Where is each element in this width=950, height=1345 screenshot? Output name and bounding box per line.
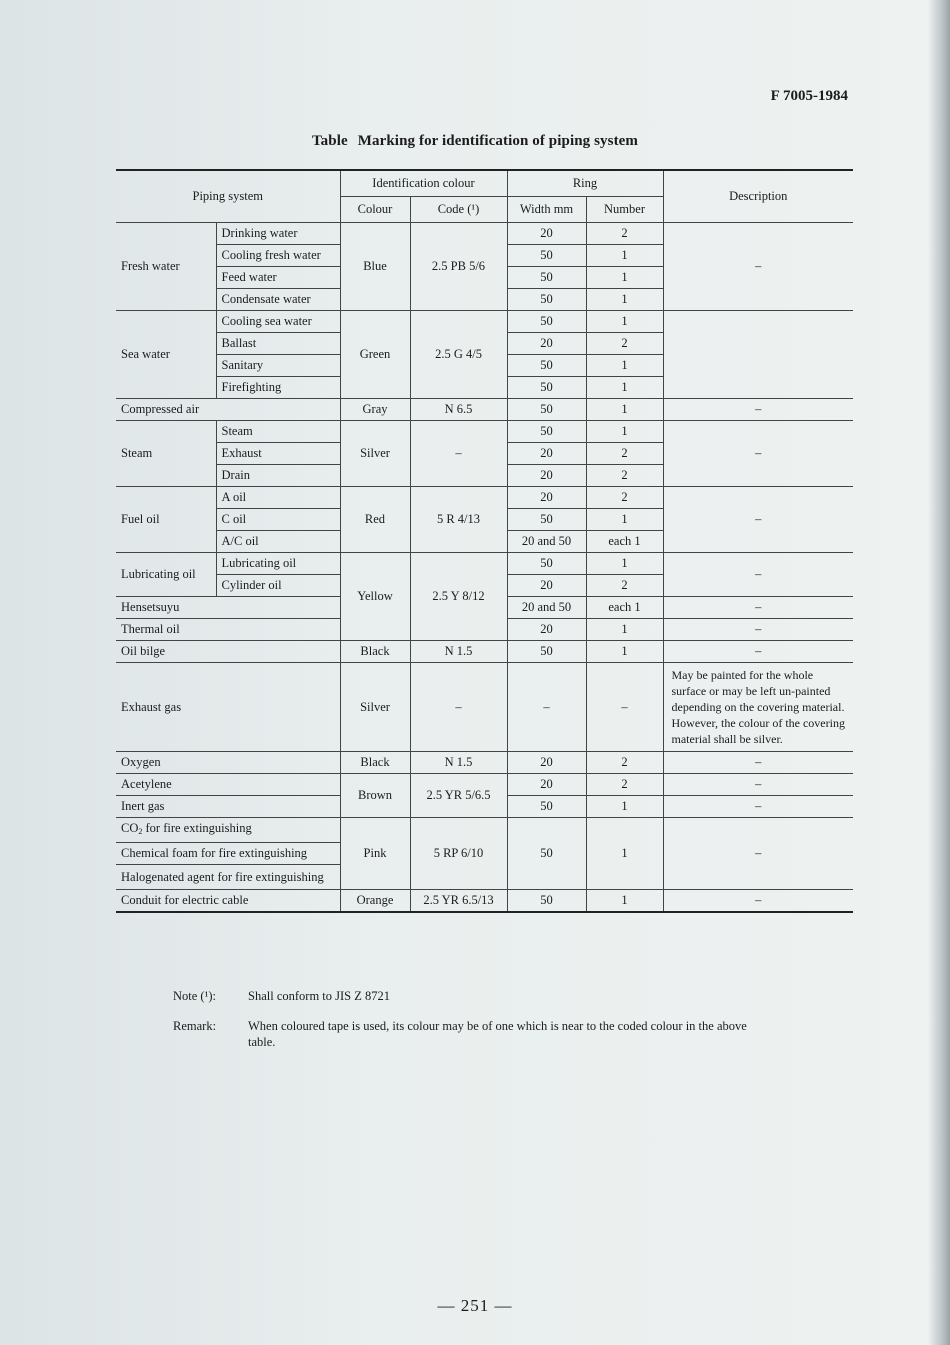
description-cell [663, 311, 853, 399]
description-cell: – [663, 752, 853, 774]
sub-system: Feed water [216, 267, 340, 289]
colour-cell: Silver [340, 663, 410, 752]
system-name: Oil bilge [116, 641, 340, 663]
width-cell: – [507, 663, 586, 752]
description-cell: – [663, 796, 853, 818]
colour-cell: Pink [340, 818, 410, 890]
code-cell: 2.5 G 4/5 [410, 311, 507, 399]
sub-system: Drain [216, 465, 340, 487]
colour-cell: Red [340, 487, 410, 553]
table-row [116, 223, 853, 245]
colour-cell: Black [340, 641, 410, 663]
table-row [116, 752, 853, 774]
system-name: Compressed air [116, 399, 340, 421]
system-name: Conduit for electric cable [116, 890, 340, 913]
number-cell: 2 [586, 465, 663, 487]
number-cell: 1 [586, 399, 663, 421]
width-cell: 20 [507, 575, 586, 597]
width-cell: 50 [507, 890, 586, 913]
sub-system: Ballast [216, 333, 340, 355]
width-cell: 50 [507, 818, 586, 890]
notes-section [173, 988, 773, 1064]
number-cell: 2 [586, 752, 663, 774]
note-row [173, 988, 773, 1004]
colour-cell: Yellow [340, 553, 410, 641]
width-cell: 20 and 50 [507, 531, 586, 553]
number-cell: – [586, 663, 663, 752]
description-cell: – [663, 619, 853, 641]
description-cell: May be painted for the whole surface or may be left un-painted depending on the covering material. However, the colour of the covering material shall be silver. [663, 663, 853, 752]
table-row [116, 311, 853, 333]
width-cell: 50 [507, 355, 586, 377]
width-cell: 50 [507, 267, 586, 289]
system-name: Hensetsuyu [116, 597, 340, 619]
table-row [116, 553, 853, 575]
sub-system: Steam [216, 421, 340, 443]
sub-system: Exhaust [216, 443, 340, 465]
sub-system: Sanitary [216, 355, 340, 377]
table-row [116, 641, 853, 663]
system-name: Acetylene [116, 774, 340, 796]
sub-system: A/C oil [216, 531, 340, 553]
code-cell: 2.5 YR 5/6.5 [410, 774, 507, 818]
code-cell: 2.5 PB 5/6 [410, 223, 507, 311]
width-cell: 50 [507, 245, 586, 267]
co2-suffix: for fire extinguishing [142, 821, 252, 835]
number-cell: 2 [586, 443, 663, 465]
system-name: Exhaust gas [116, 663, 340, 752]
number-cell: 2 [586, 575, 663, 597]
code-cell: – [410, 421, 507, 487]
description-cell: – [663, 421, 853, 487]
col-description: Description [663, 170, 853, 223]
width-cell: 50 [507, 377, 586, 399]
table-row [116, 487, 853, 509]
number-cell: each 1 [586, 597, 663, 619]
width-cell: 50 [507, 796, 586, 818]
remark-row [173, 1018, 773, 1050]
colour-cell: Gray [340, 399, 410, 421]
system-name: Sea water [116, 311, 216, 399]
sub-system: C oil [216, 509, 340, 531]
description-cell: – [663, 487, 853, 553]
width-cell: 50 [507, 399, 586, 421]
sub-system: Firefighting [216, 377, 340, 399]
standard-number: F 7005-1984 [770, 88, 848, 104]
number-cell: 2 [586, 223, 663, 245]
number-cell: 1 [586, 377, 663, 399]
width-cell: 20 [507, 223, 586, 245]
co2-subscript: 2 [138, 827, 143, 836]
code-cell: N 6.5 [410, 399, 507, 421]
width-cell: 20 and 50 [507, 597, 586, 619]
note-text: Shall conform to JIS Z 8721 [248, 989, 391, 1003]
width-cell: 20 [507, 443, 586, 465]
code-cell: N 1.5 [410, 641, 507, 663]
system-name: Steam [116, 421, 216, 487]
table-row [116, 421, 853, 443]
table-title [0, 133, 950, 150]
system-name: Fresh water [116, 223, 216, 311]
code-cell: N 1.5 [410, 752, 507, 774]
colour-cell: Brown [340, 774, 410, 818]
width-cell: 50 [507, 421, 586, 443]
col-code: Code (¹) [410, 197, 507, 223]
description-cell: – [663, 597, 853, 619]
description-cell: – [663, 890, 853, 913]
code-cell: 2.5 YR 6.5/13 [410, 890, 507, 913]
system-name: Thermal oil [116, 619, 340, 641]
colour-cell: Orange [340, 890, 410, 913]
code-cell: – [410, 663, 507, 752]
number-cell: 2 [586, 333, 663, 355]
width-cell: 20 [507, 465, 586, 487]
system-name: Halogenated agent for fire extinguishing [116, 865, 340, 890]
number-cell: 1 [586, 619, 663, 641]
sub-system: A oil [216, 487, 340, 509]
width-cell: 50 [507, 311, 586, 333]
sub-system: Lubricating oil [216, 553, 340, 575]
col-number: Number [586, 197, 663, 223]
table-title-text: Marking for identification of piping system [357, 133, 639, 149]
sub-system: Drinking water [216, 223, 340, 245]
remark-text: When coloured tape is used, its colour may be of one which is near to the coded colour in the above table. [248, 1019, 747, 1049]
width-cell: 20 [507, 487, 586, 509]
table-row [116, 663, 853, 752]
col-identification-colour: Identification colour [340, 170, 507, 197]
colour-cell: Silver [340, 421, 410, 487]
width-cell: 20 [507, 619, 586, 641]
col-width: Width mm [507, 197, 586, 223]
system-name: Fuel oil [116, 487, 216, 553]
number-cell: 1 [586, 509, 663, 531]
width-cell: 50 [507, 289, 586, 311]
remark-label: Remark: [173, 1019, 217, 1033]
number-cell: 2 [586, 487, 663, 509]
number-cell: 2 [586, 774, 663, 796]
number-cell: 1 [586, 818, 663, 890]
sub-system: Cylinder oil [216, 575, 340, 597]
sub-system: Cooling sea water [216, 311, 340, 333]
header-row-1 [116, 170, 853, 197]
sub-system: Condensate water [216, 289, 340, 311]
number-cell: 1 [586, 553, 663, 575]
description-cell: – [663, 818, 853, 890]
colour-cell: Green [340, 311, 410, 399]
system-name: Lubricating oil [116, 553, 216, 597]
colour-cell: Blue [340, 223, 410, 311]
width-cell: 20 [507, 752, 586, 774]
system-name: Oxygen [116, 752, 340, 774]
width-cell: 50 [507, 553, 586, 575]
number-cell: 1 [586, 245, 663, 267]
description-cell: – [663, 774, 853, 796]
number-cell: 1 [586, 641, 663, 663]
note-label: Note (¹): [173, 989, 216, 1003]
col-ring: Ring [507, 170, 663, 197]
table-title-prefix: Table [311, 133, 348, 149]
number-cell: 1 [586, 421, 663, 443]
number-cell: 1 [586, 796, 663, 818]
sub-system: Cooling fresh water [216, 245, 340, 267]
table-row [116, 399, 853, 421]
width-cell: 20 [507, 333, 586, 355]
col-piping-system: Piping system [116, 170, 340, 223]
description-cell: – [663, 223, 853, 311]
number-cell: 1 [586, 267, 663, 289]
co2-prefix: CO [121, 821, 139, 835]
piping-marking-table [116, 169, 853, 913]
table-row [116, 774, 853, 796]
system-name: Chemical foam for fire extinguishing [116, 843, 340, 865]
code-cell: 5 R 4/13 [410, 487, 507, 553]
page-number: — 251 — [437, 1296, 513, 1315]
number-cell: 1 [586, 355, 663, 377]
table-row [116, 890, 853, 913]
description-cell: – [663, 553, 853, 597]
system-name [116, 818, 340, 843]
code-cell: 2.5 Y 8/12 [410, 553, 507, 641]
number-cell: 1 [586, 890, 663, 913]
description-cell: – [663, 399, 853, 421]
colour-cell: Black [340, 752, 410, 774]
description-cell: – [663, 641, 853, 663]
number-cell: 1 [586, 289, 663, 311]
code-cell: 5 RP 6/10 [410, 818, 507, 890]
width-cell: 20 [507, 774, 586, 796]
number-cell: each 1 [586, 531, 663, 553]
system-name: Inert gas [116, 796, 340, 818]
width-cell: 50 [507, 509, 586, 531]
col-colour: Colour [340, 197, 410, 223]
width-cell: 50 [507, 641, 586, 663]
number-cell: 1 [586, 311, 663, 333]
table-row [116, 818, 853, 843]
page-edge-shadow [928, 0, 950, 1345]
